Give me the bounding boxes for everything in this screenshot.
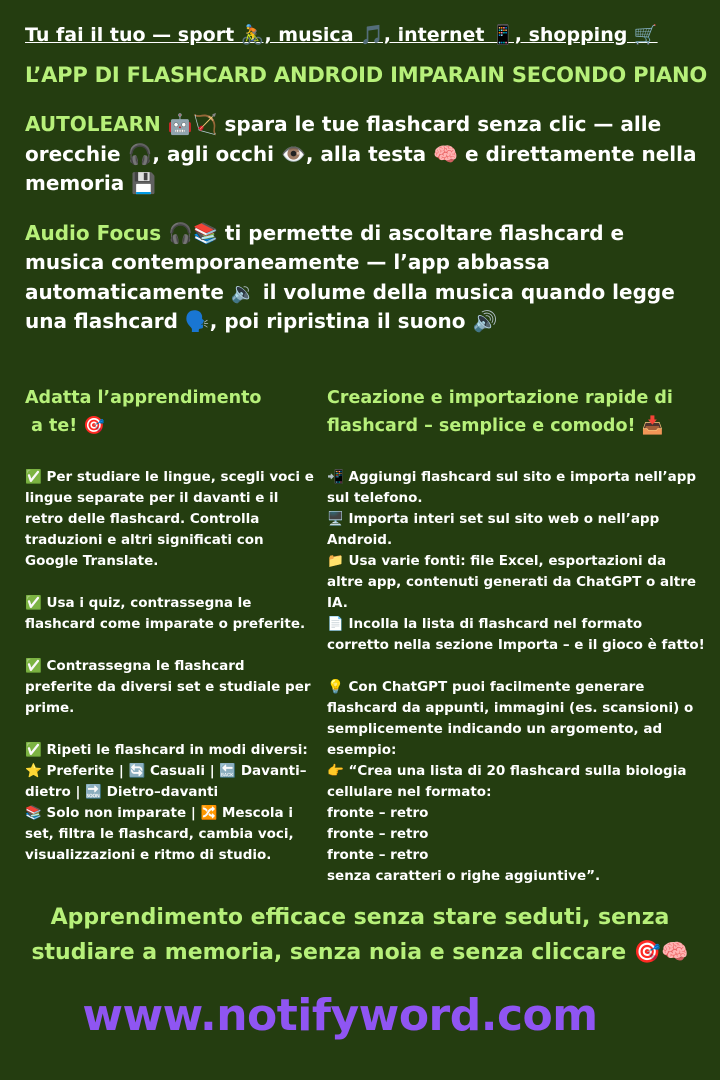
right-column — [327, 384, 705, 887]
left-title-line1: Adatta l’apprendimento — [25, 388, 262, 408]
right-column-body — [327, 467, 705, 887]
top-section — [25, 22, 708, 337]
list-item: 📲 Aggiungi flashcard sul sito e importa nell’app sul telefono. 🖥️ Importa interi set sul sito web o nell’app Android. 📁 Usa varie fonti: file Excel, esportazioni da altre app, contenuti generati da ChatGPT o altre IA. 📄 Incolla la lista di flashcard nel formato corretto nella sezione Importa – e il gioco è fatto! — [327, 469, 705, 653]
list-item: ✅ Contrassegna le flashcard preferite da diversi set e studiale per prime. — [25, 658, 311, 716]
website-link[interactable]: www.notifyword.com — [82, 990, 598, 1041]
right-column-title — [327, 384, 705, 440]
autolearn-text: spara le tue flashcard senza clic — alle orecchie 🎧, agli occhi 👁️, alla testa 🧠 e direttamente nella memoria 💾 — [25, 112, 697, 195]
right-title-line2: flashcard – semplice e comodo! 📥 — [327, 416, 664, 436]
autolearn-label: AUTOLEARN 🤖🏹 — [25, 112, 218, 136]
page-title: L’APP DI FLASHCARD ANDROID IMPARAIN SECONDO PIANO — [25, 63, 708, 87]
list-item: ✅ Ripeti le flashcard in modi diversi: ⭐ Preferite | 🔄 Casuali | 🔙 Davanti–dietro | 🔜 Dietro–davanti 📚 Solo non imparate | 🔀 Mescola i set, filtra le flashcard, cambia voci, visualizzazioni e ritmo di studio. — [25, 742, 308, 863]
tagline: Tu fai il tuo — sport 🚴, musica 🎵, internet 📱, shopping 🛒 — [25, 24, 658, 46]
autolearn-paragraph — [25, 110, 700, 199]
left-column — [25, 384, 315, 866]
right-title-line1: Creazione e importazione rapide di — [327, 388, 673, 408]
audio-focus-text: ti permette di ascoltare flashcard e musica contemporaneamente — l’app abbassa automaticamente 🔉 il volume della musica quando legge una flashcard 🗣️, poi ripristina il suono 🔊 — [25, 220, 675, 333]
left-title-line2: a te! 🎯 — [25, 416, 106, 436]
closing-slogan: Apprendimento efficace senza stare seduti, senza studiare a memoria, senza noia e senza cliccare 🎯🧠 — [31, 905, 689, 965]
list-item: 💡 Con ChatGPT puoi facilmente generare flashcard da appunti, immagini (es. scansioni) o semplicemente indicando un argomento, ad esempio: 👉 “Crea una lista di 20 flashcard sulla biologia cellulare nel formato: fronte – retro fronte – retro fronte – retro senza caratteri o righe aggiuntive”. — [327, 679, 694, 884]
audio-focus-label: Audio Focus 🎧📚 — [25, 220, 218, 245]
list-item: ✅ Usa i quiz, contrassegna le flashcard come imparate o preferite. — [25, 595, 306, 632]
audio-focus-paragraph — [25, 219, 700, 337]
left-column-body — [25, 467, 315, 866]
list-item: ✅ Per studiare le lingue, scegli voci e lingue separate per il davanti e il retro delle flashcard. Controlla traduzioni e altri significati con Google Translate. — [25, 469, 314, 569]
left-column-title — [25, 384, 315, 440]
